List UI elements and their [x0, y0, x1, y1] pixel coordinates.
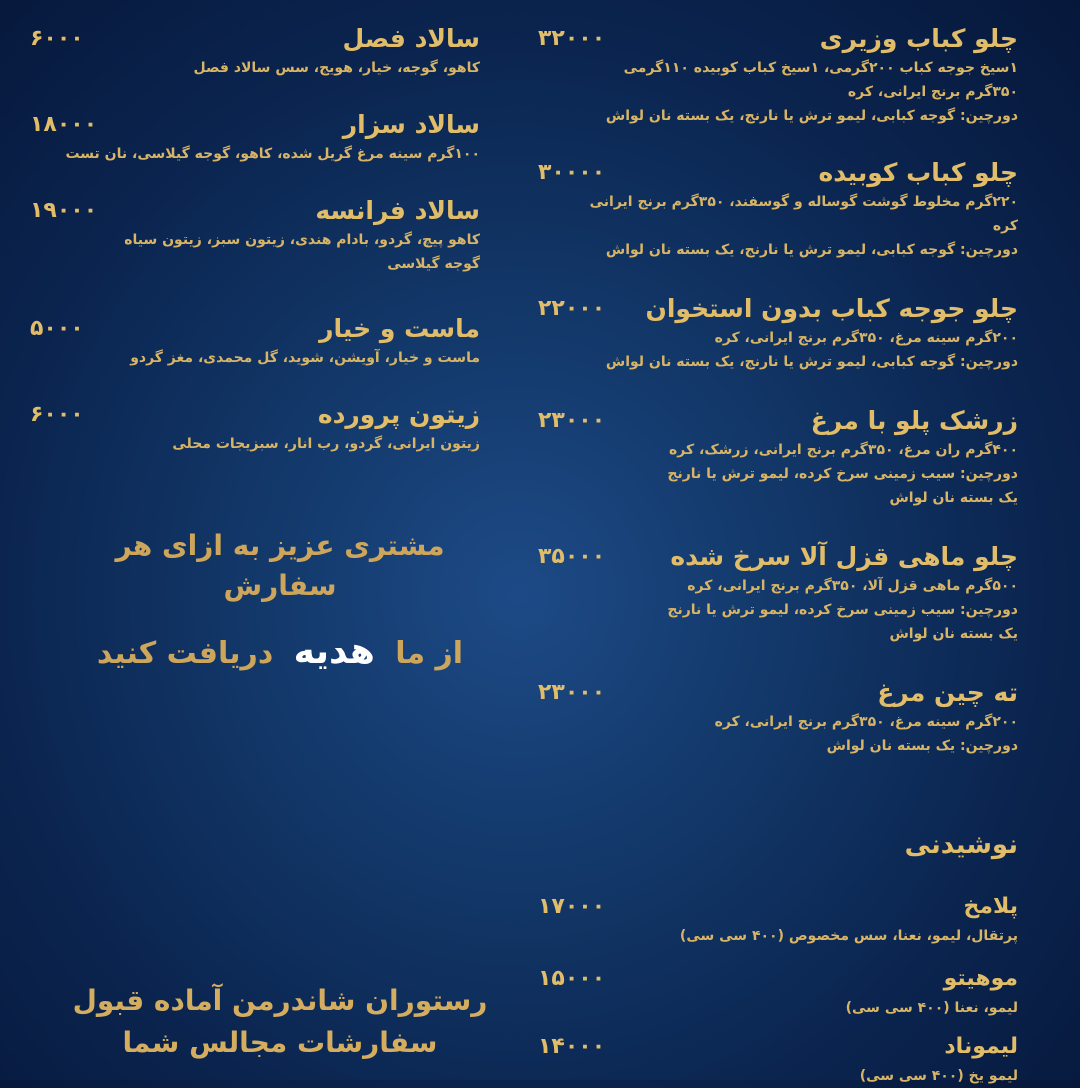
promo-gift: هدیه — [293, 631, 375, 672]
item-name: زیتون پرورده — [317, 400, 480, 429]
item-desc: ۱۰۰گرم سینه مرغ گریل شده، کاهو، گوجه گیلاسی، نان تست — [65, 146, 480, 162]
item-desc-2: دورچین: یک بسته نان لواش — [826, 738, 1018, 754]
item-price: ۱۸۰۰۰ — [30, 112, 98, 137]
item-desc: زیتون ایرانی، گردو، رب انار، سبزیجات محلی — [172, 436, 480, 452]
slogan-line-1: رستوران شاندرمن آماده قبول — [72, 984, 488, 1017]
menu-item — [538, 404, 1018, 510]
item-price: ۱۴۰۰۰ — [538, 1034, 606, 1059]
item-price: ۱۵۰۰۰ — [538, 966, 606, 991]
menu-item — [538, 676, 1018, 758]
item-price: ۱۷۰۰۰ — [538, 894, 606, 919]
item-desc-1: کاهو پیچ، گردو، بادام هندی، زیتون سبز، زیتون سیاه — [124, 232, 480, 248]
item-name: ماست و خیار — [319, 314, 480, 343]
item-desc-1: ۵۰۰گرم ماهی قزل آلا، ۳۵۰گرم برنج ایرانی، کره — [687, 578, 1018, 594]
item-price: ۲۳۰۰۰ — [538, 408, 606, 433]
item-name: ته چین مرغ — [877, 678, 1018, 707]
menu-item — [30, 22, 480, 80]
item-name: سالاد فرانسه — [315, 196, 480, 225]
item-desc-1: ۴۰۰گرم ران مرغ، ۳۵۰گرم برنج ایرانی، زرشک، کره — [669, 442, 1018, 458]
menu-item — [538, 22, 1018, 128]
item-name: چلو کباب کوبیده — [818, 158, 1018, 187]
item-desc-2: دورچین: سیب زمینی سرخ کرده، لیمو ترش یا نارنج — [667, 466, 1018, 482]
item-desc-1: ۲۲۰گرم مخلوط گوشت گوساله و گوسفند، ۳۵۰گرم برنج ایرانی — [589, 194, 1018, 210]
item-name: لیموناد — [944, 1034, 1018, 1059]
slogan-line-2: سفارشات مجالس شما — [122, 1026, 438, 1059]
drinks-title: نوشیدنی — [904, 830, 1018, 860]
item-desc-3: دورچین: گوجه کبابی، لیمو ترش یا نارنج، یک بسته نان لواش — [605, 108, 1018, 124]
item-desc-2: گوجه گیلاسی — [387, 256, 480, 272]
item-desc-1: ۲۰۰گرم سینه مرغ، ۳۵۰گرم برنج ایرانی، کره — [714, 330, 1018, 346]
drink-item — [538, 890, 1018, 948]
item-name: سالاد فصل — [342, 24, 480, 53]
item-desc: لیمو، نعنا (۴۰۰ سی سی) — [845, 1000, 1018, 1016]
item-price: ۶۰۰۰ — [30, 402, 84, 427]
item-price: ۶۰۰۰ — [30, 26, 84, 51]
item-desc: لیمو یخ (۴۰۰ سی سی) — [859, 1068, 1018, 1084]
item-desc-2: ۳۵۰گرم برنج ایرانی، کره — [847, 84, 1018, 100]
item-price: ۲۳۰۰۰ — [538, 680, 606, 705]
menu-item — [30, 398, 480, 456]
menu-item — [30, 108, 480, 166]
item-desc-2: دورچین: سیب زمینی سرخ کرده، لیمو ترش یا نارنج — [667, 602, 1018, 618]
item-price: ۱۹۰۰۰ — [30, 198, 98, 223]
item-desc: ماست و خیار، آویشن، شوید، گل محمدی، مغز گردو — [130, 350, 480, 366]
item-name: زرشک پلو با مرغ — [810, 406, 1018, 435]
item-name: سالاد سزار — [342, 110, 480, 139]
item-price: ۳۰۰۰۰ — [538, 160, 606, 185]
item-price: ۵۰۰۰ — [30, 316, 84, 341]
item-name: پلامخ — [963, 894, 1018, 919]
item-desc: کاهو، گوجه، خیار، هویج، سس سالاد فصل — [193, 60, 480, 76]
item-desc: پرتقال، لیمو، نعنا، سس مخصوص (۴۰۰ سی سی) — [679, 928, 1018, 944]
promo-after: دریافت کنید — [96, 636, 274, 671]
menu-item — [538, 156, 1018, 262]
item-desc-3: یک بسته نان لواش — [889, 490, 1018, 506]
item-name: موهیتو — [943, 966, 1018, 991]
item-desc-1: ۱سیخ جوجه کباب ۲۰۰گرمی، ۱سیخ کباب کوبیده ۱۱۰گرمی — [623, 60, 1018, 76]
item-desc-2: دورچین: گوجه کبابی، لیمو ترش یا نارنج، یک بسته نان لواش — [605, 354, 1018, 370]
promo-banner — [60, 526, 500, 682]
menu-item — [538, 292, 1018, 374]
menu-item — [30, 312, 480, 370]
menu-item — [30, 194, 480, 276]
promo-line-1: مشتری عزیز به ازای هر سفارش — [115, 529, 445, 602]
promo-before: از ما — [395, 636, 464, 671]
drink-item — [538, 1030, 1018, 1088]
item-desc-2: کره — [992, 218, 1018, 234]
item-desc-1: ۲۰۰گرم سینه مرغ، ۳۵۰گرم برنج ایرانی، کره — [714, 714, 1018, 730]
item-desc-3: دورچین: گوجه کبابی، لیمو ترش یا نارنج، یک بسته نان لواش — [605, 242, 1018, 258]
item-price: ۲۲۰۰۰ — [538, 296, 606, 321]
item-name: چلو جوجه کباب بدون استخوان — [645, 294, 1018, 323]
item-desc-3: یک بسته نان لواش — [889, 626, 1018, 642]
item-name: چلو ماهی قزل آلا سرخ شده — [670, 542, 1018, 571]
drink-item — [538, 962, 1018, 1020]
menu-item — [538, 540, 1018, 646]
item-price: ۳۲۰۰۰ — [538, 26, 606, 51]
restaurant-slogan — [60, 980, 500, 1064]
item-name: چلو کباب وزیری — [819, 24, 1018, 53]
item-price: ۳۵۰۰۰ — [538, 544, 606, 569]
promo-line-2 — [60, 624, 500, 682]
